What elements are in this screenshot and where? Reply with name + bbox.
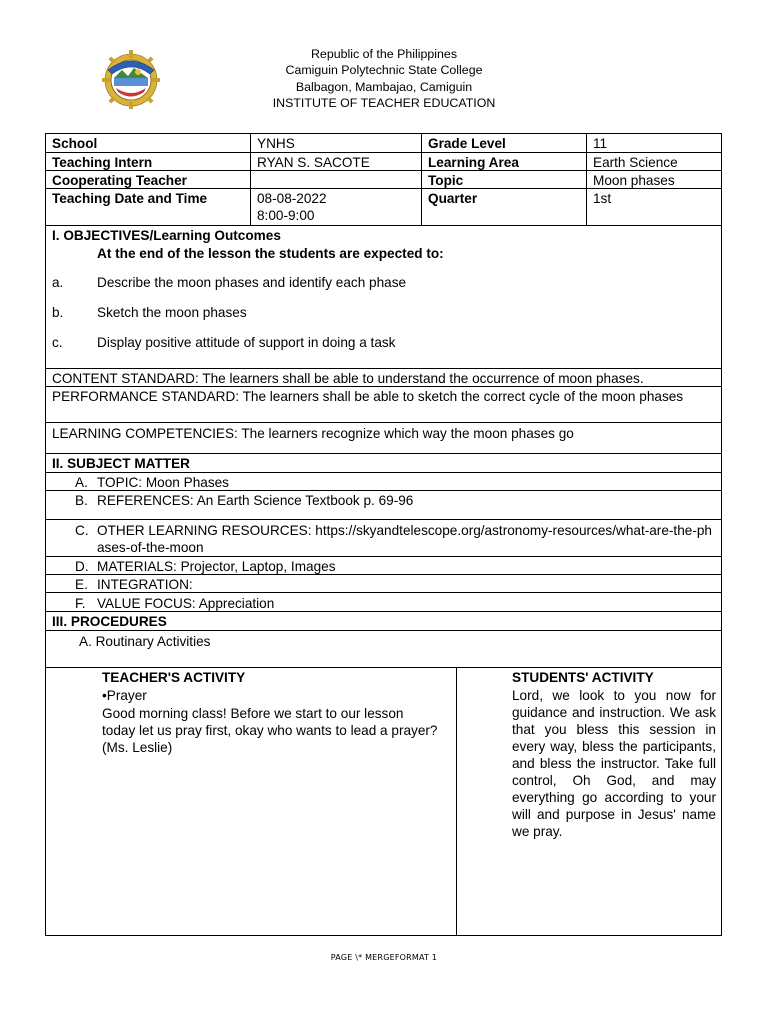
coop-label: Cooperating Teacher: [52, 173, 187, 188]
date-label: Teaching Date and Time: [52, 191, 208, 206]
subject-item-a: [46, 472, 721, 491]
objectives-intro: At the end of the lesson the students are expected to:: [97, 246, 444, 261]
teacher-prayer-text: Good morning class! Before we start to our lesson today let us pray first, okay who wants to lead a prayer? (Ms. Leslie): [102, 706, 438, 755]
date-time-value: [250, 189, 421, 226]
students-prayer-text: Lord, we look to you now for guidance and instruction. We ask that you bless this session in every way, bless the participants, and bless the instructor. Take full control, Oh God, and may everything go according to your will and purpose in Jesus' name we pray.: [512, 688, 716, 839]
performance-standard-row: [46, 386, 721, 423]
page-footer: PAGE \* MERGEFORMAT 1: [330, 953, 438, 962]
students-activity-heading: STUDENTS' ACTIVITY: [512, 670, 654, 685]
subject-item-c: [46, 519, 721, 557]
topic-value: Moon phases: [586, 171, 721, 189]
objective-a-letter: a.: [52, 275, 64, 290]
teacher-prayer-title: •Prayer: [102, 688, 147, 703]
info-row-school: [46, 134, 721, 152]
subject-item-e-letter: E.: [75, 577, 88, 592]
header-country: Republic of the Philippines: [310, 47, 458, 61]
objective-b-text: Sketch the moon phases: [97, 305, 247, 320]
school-value: YNHS: [250, 134, 421, 152]
intern-value: RYAN S. SACOTE: [250, 153, 421, 171]
content-standard-row: [46, 368, 721, 387]
subject-item-e-text: INTEGRATION:: [97, 577, 193, 592]
subject-item-c-letter: C.: [75, 523, 89, 538]
grade-label: Grade Level: [421, 134, 586, 152]
subject-item-d: [46, 556, 721, 575]
info-row-cooperating: [46, 170, 721, 189]
competencies-row: [46, 422, 721, 454]
area-value: Earth Science: [586, 153, 721, 171]
subject-item-a-text: TOPIC: Moon Phases: [97, 475, 229, 490]
subject-item-b-text: REFERENCES: An Earth Science Textbook p. 69-96: [97, 493, 414, 508]
objectives-heading: I. OBJECTIVES/Learning Outcomes: [52, 228, 281, 243]
subject-item-e: [46, 574, 721, 593]
header-college: Camiguin Polytechnic State College: [285, 63, 483, 78]
teacher-activity-heading: TEACHER'S ACTIVITY: [102, 670, 246, 685]
header-institute: INSTITUTE OF TEACHER EDUCATION: [272, 96, 496, 111]
subject-item-f: [46, 592, 721, 612]
quarter-value: 1st: [586, 189, 721, 226]
college-seal-icon: [100, 44, 162, 110]
subject-matter-heading: II. SUBJECT MATTER: [52, 456, 190, 471]
lesson-plan-table: [45, 133, 722, 936]
time-value: 8:00-9:00: [257, 208, 315, 223]
info-row-intern: [46, 152, 721, 171]
routinary-row: [46, 630, 721, 668]
date-value: 08-08-2022: [257, 191, 327, 206]
document-header: [200, 46, 568, 112]
coop-value: [250, 171, 421, 189]
info-row-date: [46, 188, 721, 226]
objective-c-letter: c.: [52, 335, 63, 350]
activities-divider: [456, 668, 457, 935]
subject-item-f-text: VALUE FOCUS: Appreciation: [97, 596, 275, 611]
activities-section: [46, 667, 721, 935]
subject-item-c-text: OTHER LEARNING RESOURCES: https://skyandtelescope.org/astronomy-resources/what-are-the-phases-of-the-moon: [97, 523, 712, 555]
objectives-section: [46, 225, 721, 369]
header-address: Balbagon, Mambajao, Camiguin: [295, 79, 473, 94]
objective-b-letter: b.: [52, 305, 64, 320]
topic-label: Topic: [421, 171, 586, 189]
performance-standard: PERFORMANCE STANDARD: The learners shall be able to sketch the correct cycle of the moon phases: [52, 389, 684, 404]
subject-item-b: [46, 490, 721, 520]
subject-item-b-letter: B.: [75, 493, 88, 508]
content-standard: CONTENT STANDARD: The learners shall be able to understand the occurrence of moon phases.: [52, 371, 644, 386]
objective-a-text: Describe the moon phases and identify each phase: [97, 275, 407, 290]
procedures-heading-row: [46, 611, 721, 631]
subject-item-f-letter: F.: [75, 596, 86, 611]
routinary-activities: A. Routinary Activities: [79, 634, 211, 649]
subject-item-a-letter: A.: [75, 475, 88, 490]
quarter-label: Quarter: [421, 189, 586, 226]
subject-item-d-text: MATERIALS: Projector, Laptop, Images: [97, 559, 336, 574]
objective-c-text: Display positive attitude of support in doing a task: [97, 335, 396, 350]
school-label: School: [52, 136, 98, 151]
subject-matter-heading-row: [46, 453, 721, 473]
procedures-heading: III. PROCEDURES: [52, 614, 167, 629]
intern-label: Teaching Intern: [52, 155, 153, 170]
subject-item-d-letter: D.: [75, 559, 89, 574]
learning-competencies: LEARNING COMPETENCIES: The learners recognize which way the moon phases go: [52, 426, 574, 441]
area-label: Learning Area: [421, 153, 586, 171]
grade-value: 11: [586, 134, 721, 152]
